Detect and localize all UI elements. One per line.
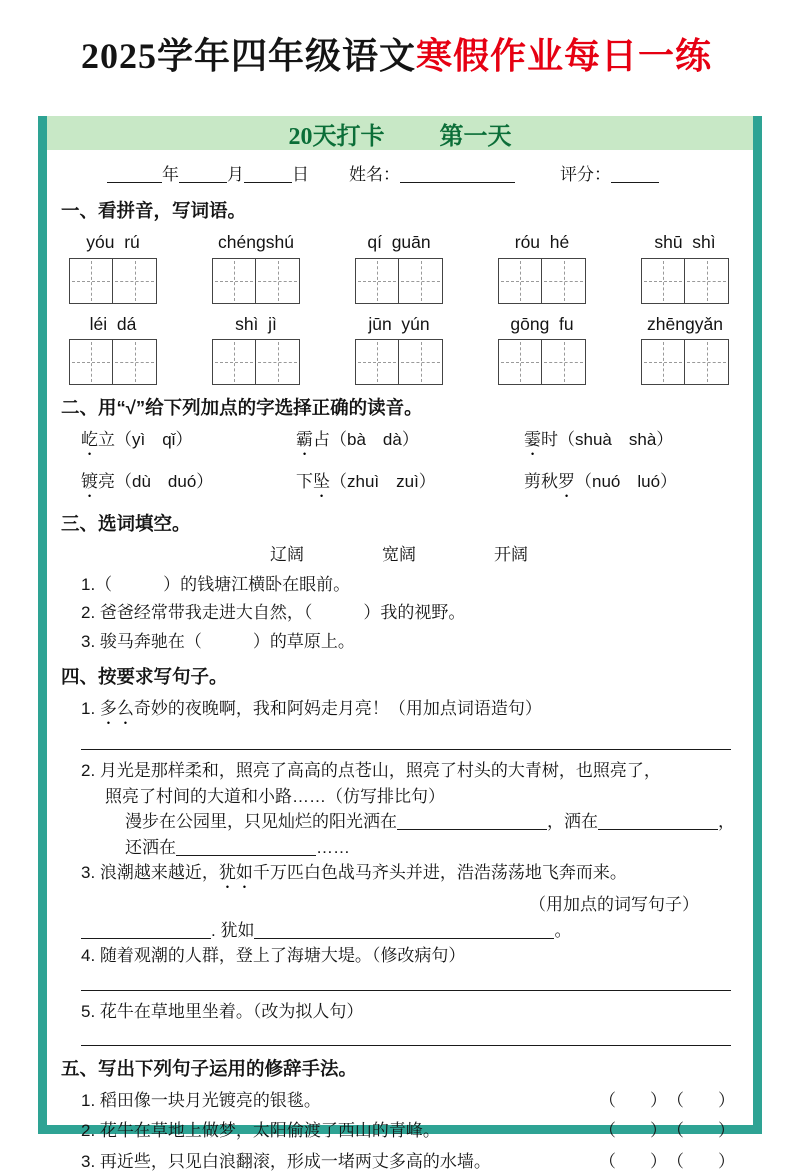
sentence-text: 漫步在公园里，只见灿烂的阳光洒在 [125,812,397,831]
writing-grid [498,258,586,304]
page-frame [38,116,762,1171]
tianzige-cell[interactable] [355,339,399,385]
sentence-item-2-line2: 照亮了村间的大道和小路……（仿写排比句） [105,786,445,806]
answer-blank[interactable] [254,922,554,939]
score-blank[interactable] [611,166,659,183]
answer-blank[interactable] [81,922,211,939]
answer-line[interactable] [81,1024,731,1046]
item-3-note: （用加点的词写句子） [529,895,699,914]
sentence-text: 奇妙的夜晚啊，我和阿妈走月亮！（用加点词语造句） [133,699,542,718]
pronunciation-options[interactable]: （bà dà） [330,429,419,449]
word-emph: 坠 [313,471,330,491]
fill-item[interactable]: 2. 爸爸经常带我走进大自然，（ ）我的视野。 [81,603,466,623]
pinyin-group [69,229,157,303]
pinyin-label: qí guān [367,232,431,253]
tianzige-cell[interactable] [69,258,113,304]
section1-heading: 一、看拼音，写词语。 [61,199,247,221]
pinyin-group [69,311,157,385]
pinyin-group [641,311,729,385]
sentence-text: . 犹如 [211,920,255,940]
pronunciation-options[interactable]: （yì qǐ） [115,429,193,449]
tianzige-cell[interactable] [641,339,685,385]
writing-grid [355,339,443,385]
title-black-part: 2025学年四年级语文 [80,36,416,76]
pronunciation-item[interactable] [81,427,296,459]
sentence-item-4: 4. 随着观潮的人群，登上了海塘大堤。（修改病句） [81,946,466,965]
writing-grid [212,258,300,304]
worksheet-page [0,28,793,1171]
tianzige-cell[interactable] [256,258,300,304]
tianzige-cell[interactable] [542,339,586,385]
sentence-text: …… [316,837,350,857]
tianzige-cell[interactable] [498,339,542,385]
tianzige-cell[interactable] [113,339,157,385]
pronunciation-item[interactable] [296,469,524,501]
word-post: 亮 [98,471,115,491]
writing-grid [641,339,729,385]
pinyin-group [498,229,586,303]
pinyin-label: róu hé [514,232,570,253]
month-label: 月 [227,165,244,184]
word-bank [61,542,737,568]
answer-brackets[interactable]: （ ） （ ） [599,1121,735,1141]
pronunciation-options[interactable]: （dù duó） [115,471,214,491]
day-label: 日 [292,165,309,184]
section3-heading: 三、选词填空。 [61,512,191,534]
word-post: 立 [98,429,115,449]
sentence-text: 1. 稻田像一块月光镀亮的银毯。 [81,1090,321,1110]
word-pre: 剪秋 [524,471,558,491]
day-blank[interactable] [244,166,292,183]
pinyin-row-1 [61,229,737,303]
writing-grid [212,339,300,385]
tianzige-cell[interactable] [399,258,443,304]
pronunciation-item[interactable] [81,469,296,501]
word-emph: 霎 [524,429,541,449]
word-post: 占 [313,429,330,449]
answer-blank[interactable] [397,813,547,830]
pinyin-group [212,311,300,385]
fill-item[interactable]: 3. 骏马奔驰在（ ）的草原上。 [81,631,355,651]
word-bank-item: 宽阔 [382,545,416,565]
title-red-part: 寒假作业每日一练 [416,36,713,76]
tianzige-cell[interactable] [685,258,729,304]
answer-blank[interactable] [598,813,718,830]
emphasized-word: 多么 [99,699,134,718]
word-emph: 镀 [81,471,98,491]
sentence-text: 千万匹白色战马齐头并进，浩浩荡荡地飞奔而来。 [252,863,627,882]
tianzige-cell[interactable] [641,258,685,304]
pinyin-group [355,229,443,303]
pinyin-label: shì jì [235,313,277,334]
section4-heading: 四、按要求写句子。 [61,666,228,688]
word-pre: 下 [296,471,313,491]
sentence-item-3 [61,860,737,892]
pinyin-label: yóu rú [86,232,140,253]
pronunciation-grid [61,427,737,501]
sentence-text: ， [718,812,735,831]
tianzige-cell[interactable] [355,258,399,304]
info-line [107,162,737,188]
tianzige-cell[interactable] [212,258,256,304]
tianzige-cell[interactable] [399,339,443,385]
section2-heading: 二、用“√”给下列加点的字选择正确的读音。 [61,396,423,418]
tianzige-cell[interactable] [685,339,729,385]
pinyin-label: zhēngyǎn [647,313,723,334]
pinyin-label: chéngshú [218,232,294,253]
rhetoric-item [61,1149,737,1174]
answer-blank[interactable] [176,839,316,856]
rhetoric-item [61,1118,737,1144]
year-label: 年 [162,165,179,184]
day-banner [47,116,753,150]
tianzige-cell[interactable] [113,258,157,304]
sentence-text: ，洒在 [547,812,598,831]
sentence-text: 3. 浪潮越来越近， [81,863,219,882]
sentence-item-5: 5. 花牛在草地里坐着。（改为拟人句） [81,1001,364,1021]
writing-grid [355,258,443,304]
pinyin-group [498,311,586,385]
emphasized-word: 犹如 [218,863,253,882]
banner-day-count: 20天打卡 [288,123,385,150]
pronunciation-item[interactable] [524,469,737,501]
page-title [0,28,793,79]
pinyin-group [355,311,443,385]
banner-day-label: 第一天 [439,123,512,150]
pinyin-label: jūn yún [368,313,430,334]
word-emph: 屹 [81,429,98,449]
pronunciation-item[interactable] [524,427,737,459]
section5-heading: 五、写出下列句子运用的修辞手法。 [61,1058,358,1079]
pronunciation-options[interactable]: （nuó luó） [575,471,678,491]
word-bank-item: 开阔 [494,545,528,565]
name-label: 姓名： [349,165,400,184]
pinyin-label: gōng fu [510,313,574,334]
pinyin-label: léi dá [89,313,137,334]
answer-line[interactable] [81,728,731,750]
sentence-text: 2. 花牛在草地上做梦，太阳偷渡了西山的青峰。 [81,1121,440,1141]
writing-grid [641,258,729,304]
fill-item[interactable]: 1.（ ）的钱塘江横卧在眼前。 [81,574,351,594]
answer-line[interactable] [81,969,731,991]
answer-brackets[interactable]: （ ） （ ） [599,1151,735,1171]
tianzige-cell[interactable] [542,258,586,304]
pinyin-group [641,229,729,303]
pronunciation-options[interactable]: （shuà shà） [558,429,674,449]
sentence-item-1 [61,696,737,728]
pinyin-label: shū shì [654,232,716,253]
sentence-text: 。 [554,920,572,940]
writing-grid [69,339,157,385]
pronunciation-item[interactable] [296,427,524,459]
answer-brackets[interactable]: （ ） （ ） [599,1090,735,1110]
name-blank[interactable] [400,166,515,183]
worksheet-content [47,150,753,1174]
tianzige-cell[interactable] [69,339,113,385]
pronunciation-options[interactable]: （zhuì zuì） [330,471,436,491]
sentence-item-2-line1: 2. 月光是那样柔和，照亮了高高的点苍山，照亮了村头的大青树，也照亮了， [81,761,661,780]
sentence-item-2-line4 [61,835,737,861]
sentence-text: 3. 再近些，只见白浪翻滚，形成一堵两丈多高的水墙。 [81,1151,491,1171]
item-number: 1. [81,699,100,718]
tianzige-cell[interactable] [256,339,300,385]
rhetoric-item [61,1088,737,1114]
sentence-item-3-answer [61,918,737,944]
sentence-text: 还洒在 [125,837,176,857]
month-blank[interactable] [179,166,227,183]
pinyin-group [212,229,300,303]
pinyin-row-2 [61,311,737,385]
writing-grid [498,339,586,385]
tianzige-cell[interactable] [212,339,256,385]
word-post: 时 [541,429,558,449]
word-emph: 罗 [558,471,575,491]
tianzige-cell[interactable] [498,258,542,304]
word-emph: 霸 [296,429,313,449]
writing-grid [69,258,157,304]
sentence-item-2-line3 [61,809,737,835]
score-label: 评分： [560,165,611,184]
word-bank-item: 辽阔 [270,545,304,565]
year-blank[interactable] [107,166,162,183]
